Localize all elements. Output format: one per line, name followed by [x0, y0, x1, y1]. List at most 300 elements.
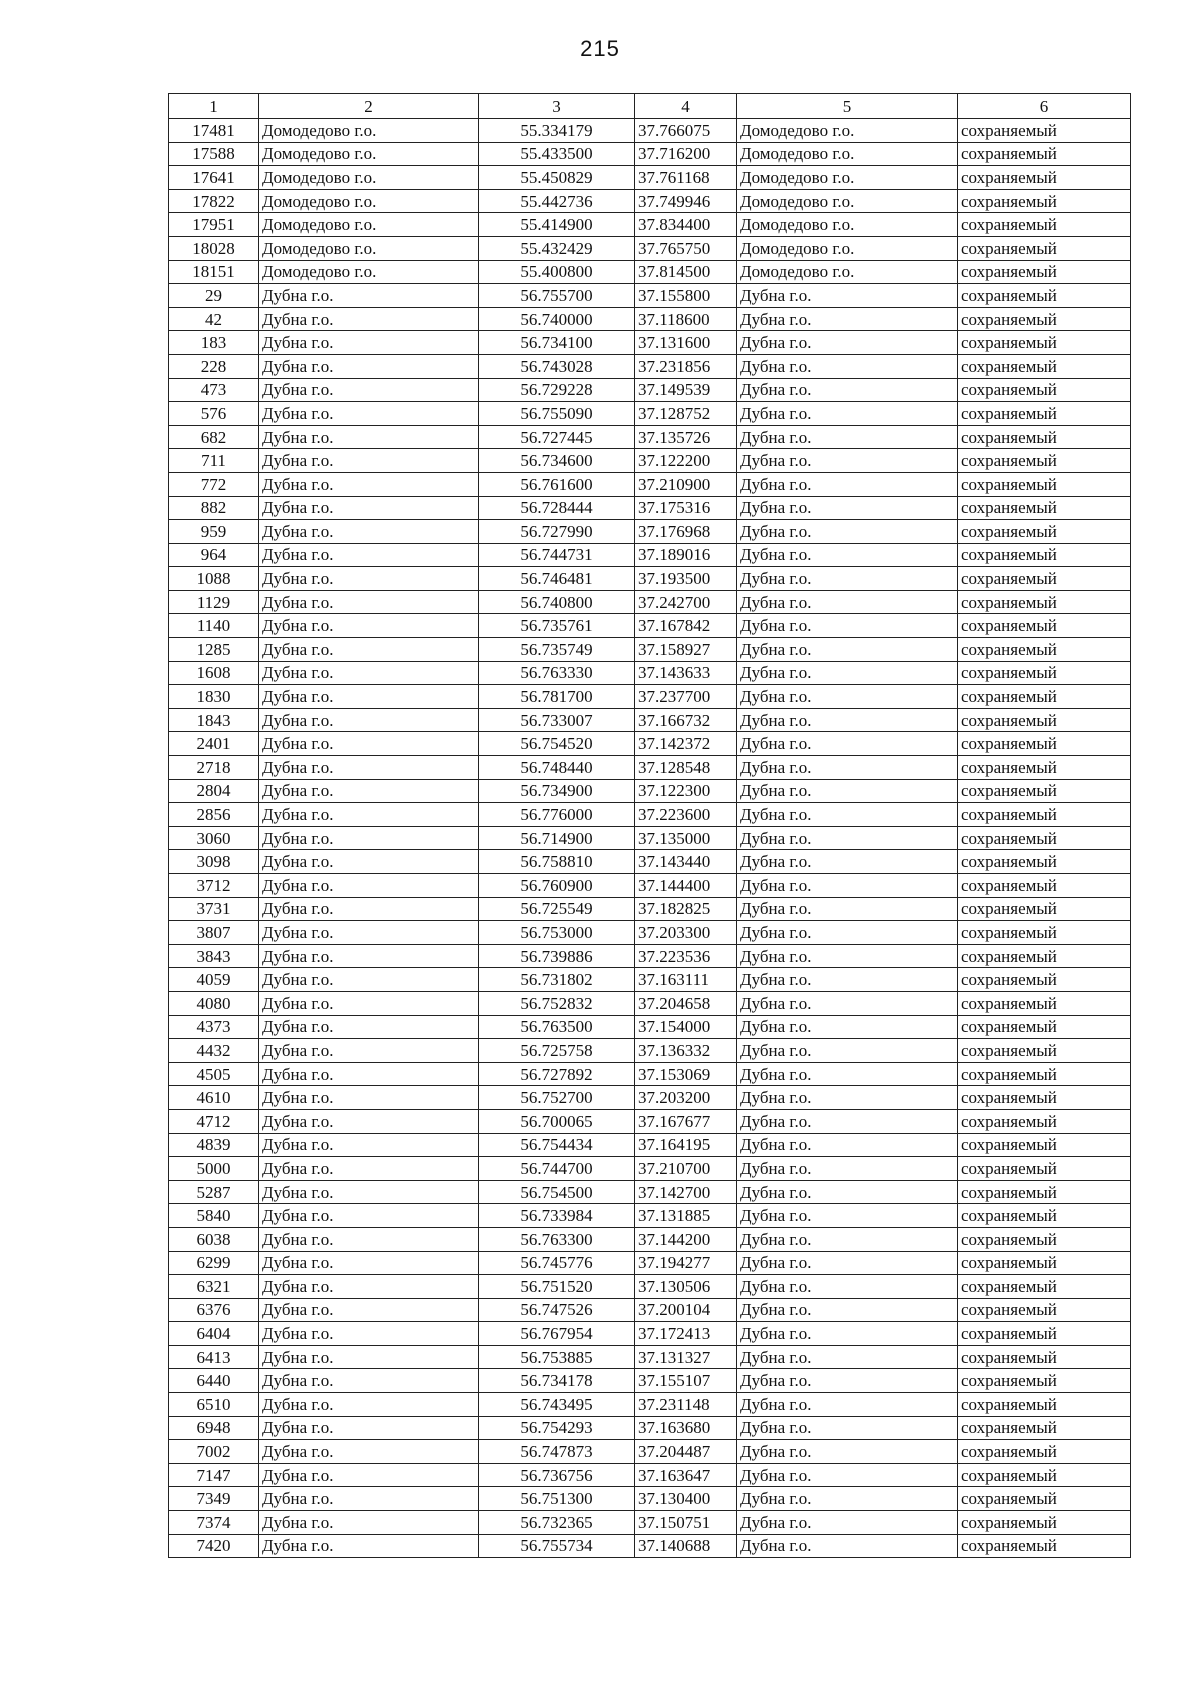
cell-district: Дубна г.о.	[259, 638, 479, 662]
cell-longitude: 37.131885	[635, 1204, 737, 1228]
table-row	[169, 1133, 1131, 1157]
cell-district: Дубна г.о.	[259, 732, 479, 756]
cell-latitude: 55.433500	[479, 142, 635, 166]
table-row	[169, 1534, 1131, 1558]
cell-longitude: 37.167842	[635, 614, 737, 638]
table-row	[169, 543, 1131, 567]
cell-district: Дубна г.о.	[259, 1393, 479, 1417]
cell-longitude: 37.131600	[635, 331, 737, 355]
cell-district: Дубна г.о.	[259, 1440, 479, 1464]
cell-latitude: 56.753000	[479, 921, 635, 945]
cell-municipality: Дубна г.о.	[737, 590, 958, 614]
table-row	[169, 1298, 1131, 1322]
cell-id: 3098	[169, 850, 259, 874]
cell-municipality: Дубна г.о.	[737, 1039, 958, 1063]
cell-district: Дубна г.о.	[259, 921, 479, 945]
cell-status: сохраняемый	[958, 166, 1131, 190]
cell-status: сохраняемый	[958, 1227, 1131, 1251]
cell-status: сохраняемый	[958, 119, 1131, 143]
cell-municipality: Дубна г.о.	[737, 638, 958, 662]
cell-district: Дубна г.о.	[259, 284, 479, 308]
cell-status: сохраняемый	[958, 1393, 1131, 1417]
header-cell-5: 5	[737, 94, 958, 119]
cell-district: Дубна г.о.	[259, 614, 479, 638]
cell-municipality: Дубна г.о.	[737, 1298, 958, 1322]
cell-status: сохраняемый	[958, 1157, 1131, 1181]
table-row	[169, 590, 1131, 614]
cell-status: сохраняемый	[958, 1322, 1131, 1346]
cell-longitude: 37.761168	[635, 166, 737, 190]
cell-district: Дубна г.о.	[259, 968, 479, 992]
cell-municipality: Дубна г.о.	[737, 1251, 958, 1275]
cell-latitude: 56.734178	[479, 1369, 635, 1393]
table-row	[169, 402, 1131, 426]
cell-longitude: 37.223600	[635, 803, 737, 827]
cell-status: сохраняемый	[958, 402, 1131, 426]
cell-id: 4610	[169, 1086, 259, 1110]
cell-municipality: Домодедово г.о.	[737, 189, 958, 213]
cell-latitude: 56.781700	[479, 685, 635, 709]
cell-municipality: Дубна г.о.	[737, 1133, 958, 1157]
registry-table	[168, 93, 1131, 1558]
cell-longitude: 37.231856	[635, 354, 737, 378]
cell-latitude: 56.700065	[479, 1109, 635, 1133]
cell-status: сохраняемый	[958, 826, 1131, 850]
cell-municipality: Дубна г.о.	[737, 1393, 958, 1417]
cell-longitude: 37.163111	[635, 968, 737, 992]
cell-id: 4059	[169, 968, 259, 992]
cell-longitude: 37.143633	[635, 661, 737, 685]
cell-status: сохраняемый	[958, 1345, 1131, 1369]
cell-district: Дубна г.о.	[259, 1345, 479, 1369]
cell-latitude: 55.414900	[479, 213, 635, 237]
cell-longitude: 37.193500	[635, 567, 737, 591]
cell-id: 1843	[169, 708, 259, 732]
cell-latitude: 56.755090	[479, 402, 635, 426]
cell-longitude: 37.131327	[635, 1345, 737, 1369]
cell-municipality: Дубна г.о.	[737, 826, 958, 850]
cell-latitude: 56.739886	[479, 944, 635, 968]
cell-district: Дубна г.о.	[259, 685, 479, 709]
cell-municipality: Дубна г.о.	[737, 685, 958, 709]
cell-longitude: 37.144200	[635, 1227, 737, 1251]
cell-id: 2804	[169, 779, 259, 803]
cell-municipality: Дубна г.о.	[737, 567, 958, 591]
table-row	[169, 1416, 1131, 1440]
cell-municipality: Домодедово г.о.	[737, 142, 958, 166]
cell-status: сохраняемый	[958, 1534, 1131, 1558]
cell-district: Дубна г.о.	[259, 897, 479, 921]
table-row	[169, 1157, 1131, 1181]
cell-id: 7420	[169, 1534, 259, 1558]
cell-status: сохраняемый	[958, 991, 1131, 1015]
cell-id: 7147	[169, 1463, 259, 1487]
cell-id: 6299	[169, 1251, 259, 1275]
cell-longitude: 37.167677	[635, 1109, 737, 1133]
cell-id: 7002	[169, 1440, 259, 1464]
cell-status: сохраняемый	[958, 1109, 1131, 1133]
cell-longitude: 37.814500	[635, 260, 737, 284]
cell-status: сохраняемый	[958, 732, 1131, 756]
cell-municipality: Домодедово г.о.	[737, 119, 958, 143]
cell-district: Дубна г.о.	[259, 661, 479, 685]
cell-municipality: Дубна г.о.	[737, 1440, 958, 1464]
table-row	[169, 1440, 1131, 1464]
cell-district: Дубна г.о.	[259, 991, 479, 1015]
cell-longitude: 37.166732	[635, 708, 737, 732]
cell-district: Дубна г.о.	[259, 1086, 479, 1110]
cell-status: сохраняемый	[958, 520, 1131, 544]
cell-latitude: 56.763500	[479, 1015, 635, 1039]
cell-district: Дубна г.о.	[259, 944, 479, 968]
cell-district: Дубна г.о.	[259, 1369, 479, 1393]
table-row	[169, 1251, 1131, 1275]
cell-municipality: Дубна г.о.	[737, 779, 958, 803]
cell-longitude: 37.210700	[635, 1157, 737, 1181]
cell-latitude: 56.752832	[479, 991, 635, 1015]
cell-latitude: 56.735749	[479, 638, 635, 662]
cell-district: Домодедово г.о.	[259, 236, 479, 260]
cell-id: 6404	[169, 1322, 259, 1346]
cell-longitude: 37.163647	[635, 1463, 737, 1487]
cell-id: 772	[169, 472, 259, 496]
cell-longitude: 37.716200	[635, 142, 737, 166]
cell-status: сохраняемый	[958, 378, 1131, 402]
table-row	[169, 119, 1131, 143]
cell-id: 711	[169, 449, 259, 473]
cell-district: Дубна г.о.	[259, 496, 479, 520]
cell-longitude: 37.189016	[635, 543, 737, 567]
header-row	[169, 94, 1131, 119]
cell-municipality: Домодедово г.о.	[737, 166, 958, 190]
cell-district: Домодедово г.о.	[259, 189, 479, 213]
table-row	[169, 307, 1131, 331]
cell-latitude: 56.727892	[479, 1062, 635, 1086]
cell-municipality: Дубна г.о.	[737, 850, 958, 874]
cell-latitude: 56.740000	[479, 307, 635, 331]
cell-latitude: 56.725549	[479, 897, 635, 921]
cell-municipality: Дубна г.о.	[737, 449, 958, 473]
cell-longitude: 37.204487	[635, 1440, 737, 1464]
cell-municipality: Дубна г.о.	[737, 1511, 958, 1535]
cell-longitude: 37.194277	[635, 1251, 737, 1275]
cell-status: сохраняемый	[958, 543, 1131, 567]
cell-municipality: Дубна г.о.	[737, 1487, 958, 1511]
cell-latitude: 56.734600	[479, 449, 635, 473]
cell-longitude: 37.176968	[635, 520, 737, 544]
table-row	[169, 897, 1131, 921]
cell-longitude: 37.135000	[635, 826, 737, 850]
cell-longitude: 37.164195	[635, 1133, 737, 1157]
cell-latitude: 56.754434	[479, 1133, 635, 1157]
cell-municipality: Дубна г.о.	[737, 425, 958, 449]
cell-district: Дубна г.о.	[259, 1109, 479, 1133]
cell-status: сохраняемый	[958, 1369, 1131, 1393]
cell-id: 1140	[169, 614, 259, 638]
cell-longitude: 37.149539	[635, 378, 737, 402]
cell-latitude: 56.744731	[479, 543, 635, 567]
cell-status: сохраняемый	[958, 1015, 1131, 1039]
cell-district: Дубна г.о.	[259, 1251, 479, 1275]
cell-municipality: Дубна г.о.	[737, 1062, 958, 1086]
cell-municipality: Дубна г.о.	[737, 520, 958, 544]
cell-status: сохраняемый	[958, 1204, 1131, 1228]
cell-district: Дубна г.о.	[259, 1204, 479, 1228]
cell-municipality: Дубна г.о.	[737, 756, 958, 780]
cell-status: сохраняемый	[958, 449, 1131, 473]
cell-longitude: 37.223536	[635, 944, 737, 968]
cell-latitude: 56.732365	[479, 1511, 635, 1535]
table-row	[169, 779, 1131, 803]
cell-latitude: 56.743028	[479, 354, 635, 378]
cell-latitude: 56.731802	[479, 968, 635, 992]
cell-municipality: Дубна г.о.	[737, 1015, 958, 1039]
cell-latitude: 56.776000	[479, 803, 635, 827]
cell-longitude: 37.155800	[635, 284, 737, 308]
cell-id: 959	[169, 520, 259, 544]
cell-municipality: Дубна г.о.	[737, 614, 958, 638]
table-row	[169, 189, 1131, 213]
table-row	[169, 1463, 1131, 1487]
cell-municipality: Дубна г.о.	[737, 1180, 958, 1204]
cell-longitude: 37.203200	[635, 1086, 737, 1110]
cell-status: сохраняемый	[958, 1275, 1131, 1299]
cell-municipality: Дубна г.о.	[737, 968, 958, 992]
cell-municipality: Дубна г.о.	[737, 378, 958, 402]
cell-longitude: 37.135726	[635, 425, 737, 449]
table-row	[169, 1109, 1131, 1133]
cell-status: сохраняемый	[958, 472, 1131, 496]
cell-status: сохраняемый	[958, 944, 1131, 968]
cell-status: сохраняемый	[958, 1463, 1131, 1487]
table-row	[169, 732, 1131, 756]
cell-status: сохраняемый	[958, 897, 1131, 921]
cell-status: сохраняемый	[958, 331, 1131, 355]
table-row	[169, 1204, 1131, 1228]
cell-status: сохраняемый	[958, 213, 1131, 237]
table-row	[169, 803, 1131, 827]
cell-id: 1088	[169, 567, 259, 591]
table-row	[169, 354, 1131, 378]
cell-latitude: 56.753885	[479, 1345, 635, 1369]
cell-longitude: 37.766075	[635, 119, 737, 143]
cell-status: сохраняемый	[958, 1251, 1131, 1275]
cell-municipality: Дубна г.о.	[737, 1227, 958, 1251]
table-row	[169, 1015, 1131, 1039]
cell-longitude: 37.154000	[635, 1015, 737, 1039]
cell-municipality: Дубна г.о.	[737, 1463, 958, 1487]
cell-latitude: 56.767954	[479, 1322, 635, 1346]
cell-status: сохраняемый	[958, 921, 1131, 945]
cell-municipality: Дубна г.о.	[737, 354, 958, 378]
table-row	[169, 449, 1131, 473]
cell-district: Дубна г.о.	[259, 874, 479, 898]
cell-longitude: 37.155107	[635, 1369, 737, 1393]
cell-district: Дубна г.о.	[259, 307, 479, 331]
cell-district: Дубна г.о.	[259, 425, 479, 449]
cell-district: Дубна г.о.	[259, 1133, 479, 1157]
cell-district: Дубна г.о.	[259, 756, 479, 780]
cell-latitude: 56.736756	[479, 1463, 635, 1487]
cell-id: 6038	[169, 1227, 259, 1251]
cell-municipality: Дубна г.о.	[737, 803, 958, 827]
header-cell-4: 4	[635, 94, 737, 119]
table-row	[169, 826, 1131, 850]
cell-id: 17822	[169, 189, 259, 213]
header-cell-1: 1	[169, 94, 259, 119]
cell-id: 42	[169, 307, 259, 331]
table-row	[169, 874, 1131, 898]
cell-longitude: 37.237700	[635, 685, 737, 709]
table-row	[169, 496, 1131, 520]
table-row	[169, 1039, 1131, 1063]
cell-district: Дубна г.о.	[259, 1015, 479, 1039]
cell-district: Дубна г.о.	[259, 1275, 479, 1299]
cell-id: 4712	[169, 1109, 259, 1133]
cell-municipality: Дубна г.о.	[737, 1157, 958, 1181]
table-row	[169, 1062, 1131, 1086]
cell-id: 882	[169, 496, 259, 520]
cell-id: 6510	[169, 1393, 259, 1417]
cell-latitude: 56.760900	[479, 874, 635, 898]
registry-table-wrapper	[168, 93, 1130, 1558]
cell-municipality: Дубна г.о.	[737, 1204, 958, 1228]
cell-longitude: 37.122200	[635, 449, 737, 473]
cell-longitude: 37.834400	[635, 213, 737, 237]
cell-latitude: 56.728444	[479, 496, 635, 520]
cell-longitude: 37.163680	[635, 1416, 737, 1440]
cell-longitude: 37.143440	[635, 850, 737, 874]
cell-id: 5287	[169, 1180, 259, 1204]
cell-district: Дубна г.о.	[259, 1322, 479, 1346]
cell-id: 2718	[169, 756, 259, 780]
cell-id: 576	[169, 402, 259, 426]
cell-latitude: 56.725758	[479, 1039, 635, 1063]
cell-longitude: 37.142700	[635, 1180, 737, 1204]
table-row	[169, 921, 1131, 945]
table-row	[169, 1180, 1131, 1204]
cell-id: 2856	[169, 803, 259, 827]
cell-longitude: 37.210900	[635, 472, 737, 496]
table-row	[169, 1322, 1131, 1346]
cell-id: 6440	[169, 1369, 259, 1393]
cell-status: сохраняемый	[958, 779, 1131, 803]
cell-status: сохраняемый	[958, 708, 1131, 732]
cell-id: 1129	[169, 590, 259, 614]
cell-latitude: 56.747873	[479, 1440, 635, 1464]
cell-id: 964	[169, 543, 259, 567]
cell-latitude: 56.763330	[479, 661, 635, 685]
cell-municipality: Дубна г.о.	[737, 1322, 958, 1346]
cell-id: 4432	[169, 1039, 259, 1063]
cell-municipality: Дубна г.о.	[737, 1345, 958, 1369]
cell-district: Дубна г.о.	[259, 803, 479, 827]
table-row	[169, 1275, 1131, 1299]
cell-id: 4373	[169, 1015, 259, 1039]
cell-district: Дубна г.о.	[259, 1039, 479, 1063]
table-row	[169, 968, 1131, 992]
table-body	[169, 119, 1131, 1558]
table-row	[169, 1487, 1131, 1511]
cell-status: сохраняемый	[958, 874, 1131, 898]
cell-id: 6376	[169, 1298, 259, 1322]
cell-status: сохраняемый	[958, 307, 1131, 331]
cell-status: сохраняемый	[958, 1086, 1131, 1110]
cell-longitude: 37.204658	[635, 991, 737, 1015]
table-row	[169, 284, 1131, 308]
cell-id: 4839	[169, 1133, 259, 1157]
cell-id: 228	[169, 354, 259, 378]
cell-status: сохраняемый	[958, 142, 1131, 166]
cell-status: сохраняемый	[958, 968, 1131, 992]
cell-district: Дубна г.о.	[259, 1511, 479, 1535]
cell-latitude: 56.754500	[479, 1180, 635, 1204]
cell-latitude: 56.755700	[479, 284, 635, 308]
cell-status: сохраняемый	[958, 614, 1131, 638]
header-cell-6: 6	[958, 94, 1131, 119]
cell-id: 3731	[169, 897, 259, 921]
cell-district: Дубна г.о.	[259, 850, 479, 874]
cell-district: Дубна г.о.	[259, 378, 479, 402]
cell-longitude: 37.128548	[635, 756, 737, 780]
cell-id: 29	[169, 284, 259, 308]
table-row	[169, 166, 1131, 190]
cell-id: 4080	[169, 991, 259, 1015]
cell-id: 6948	[169, 1416, 259, 1440]
cell-district: Дубна г.о.	[259, 567, 479, 591]
cell-longitude: 37.158927	[635, 638, 737, 662]
cell-latitude: 56.744700	[479, 1157, 635, 1181]
table-row	[169, 213, 1131, 237]
table-row	[169, 685, 1131, 709]
cell-latitude: 55.334179	[479, 119, 635, 143]
cell-longitude: 37.128752	[635, 402, 737, 426]
table-row	[169, 378, 1131, 402]
table-row	[169, 661, 1131, 685]
cell-id: 5000	[169, 1157, 259, 1181]
cell-longitude: 37.182825	[635, 897, 737, 921]
cell-municipality: Дубна г.о.	[737, 331, 958, 355]
cell-latitude: 56.745776	[479, 1251, 635, 1275]
cell-id: 18151	[169, 260, 259, 284]
cell-district: Домодедово г.о.	[259, 142, 479, 166]
cell-district: Дубна г.о.	[259, 1180, 479, 1204]
cell-municipality: Домодедово г.о.	[737, 260, 958, 284]
cell-latitude: 56.755734	[479, 1534, 635, 1558]
cell-municipality: Домодедово г.о.	[737, 213, 958, 237]
cell-longitude: 37.140688	[635, 1534, 737, 1558]
cell-district: Домодедово г.о.	[259, 213, 479, 237]
cell-latitude: 55.400800	[479, 260, 635, 284]
table-row	[169, 1511, 1131, 1535]
cell-municipality: Дубна г.о.	[737, 1416, 958, 1440]
cell-municipality: Дубна г.о.	[737, 543, 958, 567]
cell-municipality: Дубна г.о.	[737, 1086, 958, 1110]
cell-latitude: 56.729228	[479, 378, 635, 402]
cell-district: Дубна г.о.	[259, 1298, 479, 1322]
cell-latitude: 55.450829	[479, 166, 635, 190]
cell-latitude: 56.734100	[479, 331, 635, 355]
cell-id: 6321	[169, 1275, 259, 1299]
table-row	[169, 708, 1131, 732]
cell-id: 3060	[169, 826, 259, 850]
table-row	[169, 1086, 1131, 1110]
table-row	[169, 944, 1131, 968]
cell-district: Дубна г.о.	[259, 826, 479, 850]
cell-district: Дубна г.о.	[259, 779, 479, 803]
cell-longitude: 37.142372	[635, 732, 737, 756]
cell-id: 17641	[169, 166, 259, 190]
